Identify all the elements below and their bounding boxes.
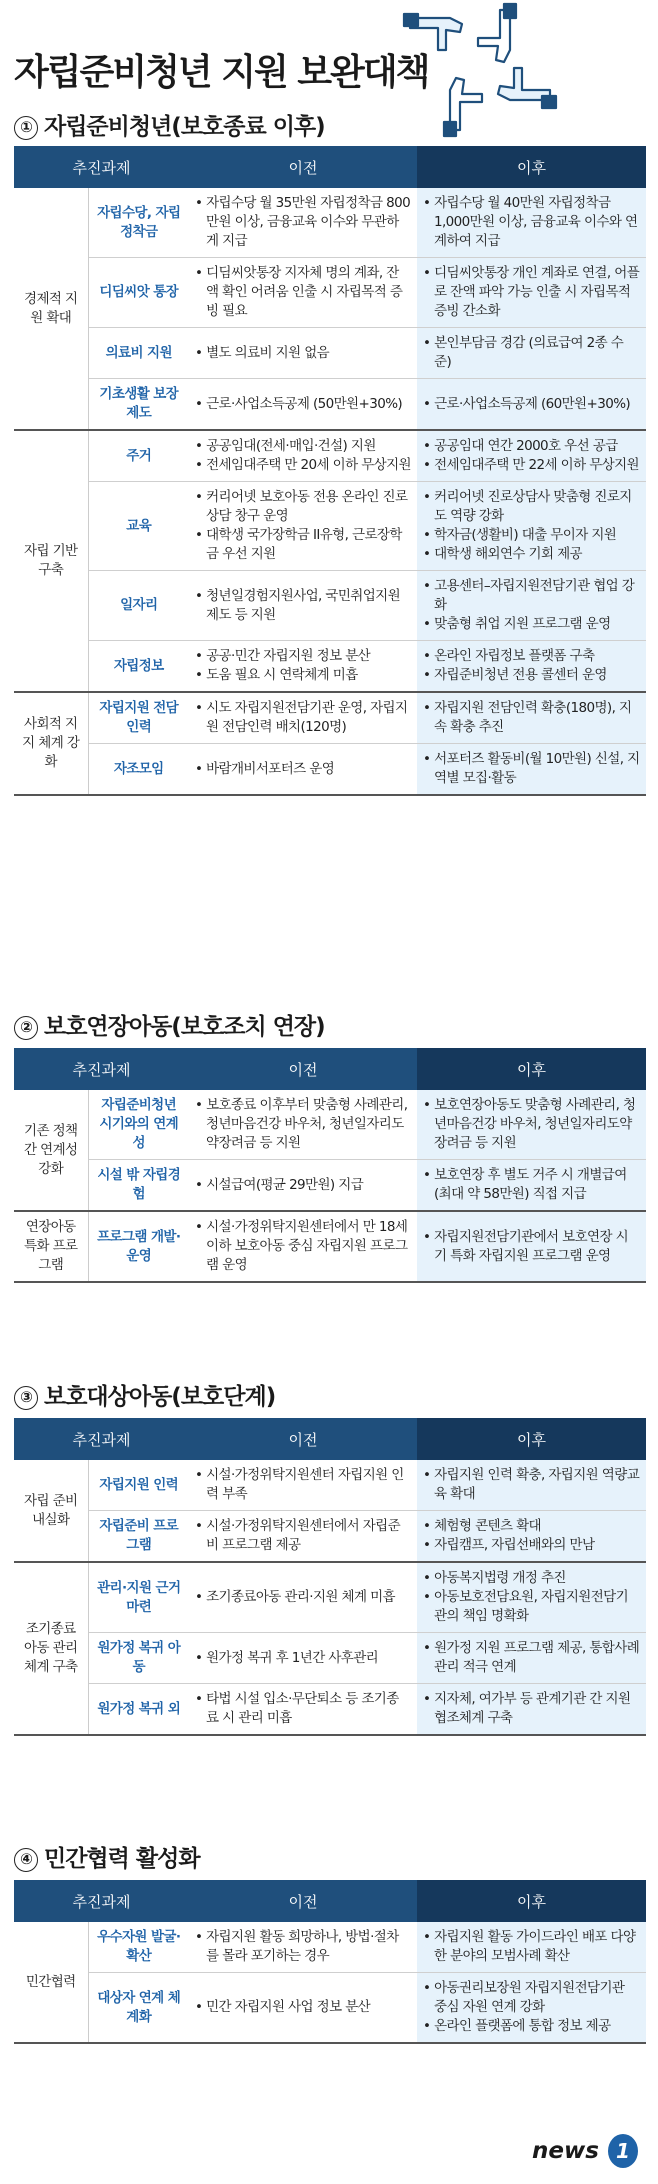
- category-label: 경제적 지원 확대: [14, 188, 88, 430]
- task-label: 관리·지원 근거 마련: [88, 1562, 189, 1633]
- table-row: [14, 1160, 646, 1212]
- bullet-text: • 공공·민간 자립지원 정보 분산: [195, 647, 411, 666]
- bullet-text: • 바람개비서포터즈 운영: [195, 760, 411, 779]
- bullet-text: • 자립지원 전담인력 확충(180명), 지속 확충 추진: [423, 699, 640, 737]
- task-label: 자립준비 프로그램: [88, 1511, 189, 1563]
- after-cell: [417, 258, 646, 328]
- header-task: 추진과제: [14, 146, 189, 188]
- after-cell: [417, 379, 646, 431]
- table-row: [14, 258, 646, 328]
- hands-circle-icon: [390, 0, 570, 140]
- after-cell: [417, 328, 646, 379]
- bullet-text: • 아동권리보장원 자립지원전담기관 중심 자원 연계 강화: [423, 1979, 640, 2017]
- section-title: ① 자립준비청년(보호종료 이후): [14, 108, 325, 141]
- section-title: ② 보호연장아동(보호조치 연장): [14, 1008, 325, 1041]
- after-cell: [417, 1511, 646, 1563]
- page-title: 자립준비청년 지원 보완대책: [14, 52, 429, 93]
- bullet-text: • 시설·가정위탁지원센터에서 자립준비 프로그램 제공: [195, 1517, 411, 1555]
- task-label: 원가정 복귀 외: [88, 1684, 189, 1736]
- bullet-text: • 고용센터–자립지원전담기관 협업 강화: [423, 577, 640, 615]
- bullet-text: • 근로·사업소득공제 (50만원+30%): [195, 395, 411, 414]
- before-cell: [189, 1160, 417, 1212]
- header-before: 이전: [189, 1048, 417, 1090]
- table-row: [14, 430, 646, 482]
- task-label: 자립지원 전담인력: [88, 692, 189, 744]
- after-cell: [417, 188, 646, 258]
- header-after: 이후: [417, 1048, 646, 1090]
- table-row: [14, 328, 646, 379]
- table-row: [14, 1511, 646, 1563]
- bullet-text: • 보호종료 이후부터 맞춤형 사례관리, 청년마음건강 바우처, 청년일자리도약장려금 등 지원: [195, 1096, 411, 1153]
- after-cell: [417, 744, 646, 796]
- bullet-text: • 자립지원 인력 확충, 자립지원 역량교육 확대: [423, 1466, 640, 1504]
- table-row: [14, 188, 646, 258]
- header-before: 이전: [189, 146, 417, 188]
- task-label: 자립수당, 자립정착금: [88, 188, 189, 258]
- before-cell: [189, 571, 417, 641]
- category-label: 자립 준비 내실화: [14, 1460, 88, 1562]
- before-cell: [189, 482, 417, 571]
- section-table: [14, 1880, 646, 2044]
- bullet-text: • 타법 시설 입소·무단퇴소 등 조기종료 시 관리 미흡: [195, 1690, 411, 1728]
- after-cell: [417, 641, 646, 693]
- bullet-text: • 자립준비청년 전용 콜센터 운영: [423, 666, 640, 685]
- bullet-text: • 자립캠프, 자립선배와의 만남: [423, 1536, 640, 1555]
- table-row: [14, 1211, 646, 1282]
- category-label: 민간협력: [14, 1922, 88, 2043]
- category-label: 기존 정책간 연계성 강화: [14, 1090, 88, 1211]
- task-label: 자립지원 인력: [88, 1460, 189, 1511]
- bullet-text: • 근로·사업소득공제 (60만원+30%): [423, 395, 640, 414]
- bullet-text: • 보호연장아동도 맞춤형 사례관리, 청년마음건강 바우처, 청년일자리도약장려금 등 지원: [423, 1096, 640, 1153]
- task-label: 시설 밖 자립경험: [88, 1160, 189, 1212]
- bullet-text: • 민간 자립지원 사업 정보 분산: [195, 1998, 411, 2017]
- task-label: 기초생활 보장제도: [88, 379, 189, 431]
- table-header-row: [14, 1048, 646, 1090]
- after-cell: [417, 1460, 646, 1511]
- task-label: 자조모임: [88, 744, 189, 796]
- bullet-text: • 시설·가정위탁지원센터 자립지원 인력 부족: [195, 1466, 411, 1504]
- bullet-text: • 자립지원 활동 가이드라인 배포 다양한 분야의 모범사례 확산: [423, 1928, 640, 1966]
- task-label: 대상자 연계 체계화: [88, 1973, 189, 2044]
- header-before: 이전: [189, 1418, 417, 1460]
- table-row: [14, 1633, 646, 1684]
- bullet-text: • 별도 의료비 지원 없음: [195, 344, 411, 363]
- bullet-text: • 맞춤형 취업 지원 프로그램 운영: [423, 615, 640, 634]
- bullet-text: • 커리어넷 진로상담사 맞춤형 진로지도 역량 강화: [423, 488, 640, 526]
- bullet-text: • 아동복지법령 개정 추진: [423, 1569, 640, 1588]
- section-title: ④ 민간협력 활성화: [14, 1840, 200, 1873]
- before-cell: [189, 1511, 417, 1563]
- bullet-text: • 디딤씨앗통장 개인 계좌로 연결, 어플로 잔액 파악 가능 인출 시 자립목적 증빙 간소화: [423, 264, 640, 321]
- task-label: 프로그램 개발·운영: [88, 1211, 189, 1282]
- after-cell: [417, 1562, 646, 1633]
- after-cell: [417, 692, 646, 744]
- after-cell: [417, 430, 646, 482]
- table-row: [14, 692, 646, 744]
- bullet-text: • 전세임대주택 만 20세 이하 무상지원: [195, 456, 411, 475]
- after-cell: [417, 1090, 646, 1160]
- after-cell: [417, 1973, 646, 2044]
- category-label: 연장아동 특화 프로그램: [14, 1211, 88, 1282]
- before-cell: [189, 328, 417, 379]
- header-task: 추진과제: [14, 1048, 189, 1090]
- after-cell: [417, 482, 646, 571]
- table-row: [14, 1684, 646, 1736]
- task-label: 의료비 지원: [88, 328, 189, 379]
- task-label: 주거: [88, 430, 189, 482]
- after-cell: [417, 1633, 646, 1684]
- task-label: 우수자원 발굴·확산: [88, 1922, 189, 1973]
- bullet-text: • 전세임대주택 만 22세 이하 무상지원: [423, 456, 640, 475]
- bullet-text: • 온라인 자립정보 플랫폼 구축: [423, 647, 640, 666]
- bullet-text: • 대학생 국가장학금 II유형, 근로장학금 우선 지원: [195, 526, 411, 564]
- table-row: [14, 641, 646, 693]
- bullet-text: • 시설급여(평균 29만원) 지급: [195, 1176, 411, 1195]
- bullet-text: • 청년일경험지원사업, 국민취업지원제도 등 지원: [195, 587, 411, 625]
- task-label: 원가정 복귀 아동: [88, 1633, 189, 1684]
- bullet-text: • 커리어넷 보호아동 전용 온라인 진로상담 창구 운영: [195, 488, 411, 526]
- bullet-text: • 체험형 콘텐츠 확대: [423, 1517, 640, 1536]
- bullet-text: • 도움 필요 시 연락체계 미흡: [195, 666, 411, 685]
- table-row: [14, 1090, 646, 1160]
- bullet-text: • 보호연장 후 별도 거주 시 개별급여(최대 약 58만원) 직접 지급: [423, 1166, 640, 1204]
- before-cell: [189, 379, 417, 431]
- bullet-text: • 시도 자립지원전담기관 운영, 자립지원 전담인력 배치(120명): [195, 699, 411, 737]
- table-header-row: [14, 1880, 646, 1922]
- header-after: 이후: [417, 146, 646, 188]
- before-cell: [189, 692, 417, 744]
- header-task: 추진과제: [14, 1418, 189, 1460]
- before-cell: [189, 641, 417, 693]
- header-after: 이후: [417, 1880, 646, 1922]
- table-row: [14, 1973, 646, 2044]
- task-label: 자립준비청년 시기와의 연계성: [88, 1090, 189, 1160]
- before-cell: [189, 430, 417, 482]
- bullet-text: • 자립지원 활동 희망하나, 방법·절차를 몰라 포기하는 경우: [195, 1928, 411, 1966]
- bullet-text: • 학자금(생활비) 대출 무이자 지원: [423, 526, 640, 545]
- before-cell: [189, 258, 417, 328]
- task-label: 디딤씨앗 통장: [88, 258, 189, 328]
- task-label: 자립정보: [88, 641, 189, 693]
- before-cell: [189, 1460, 417, 1511]
- bullet-text: • 원가정 지원 프로그램 제공, 통합사례관리 적극 연계: [423, 1639, 640, 1677]
- bullet-text: • 조기종료아동 관리·지원 체계 미흡: [195, 1588, 411, 1607]
- news1-logo: news 1: [532, 2138, 642, 2168]
- before-cell: [189, 744, 417, 796]
- header-task: 추진과제: [14, 1880, 189, 1922]
- after-cell: [417, 1160, 646, 1212]
- bullet-text: • 자립지원전담기관에서 보호연장 시기 특화 자립지원 프로그램 운영: [423, 1228, 640, 1266]
- category-label: 사회적 지지 체계 강화: [14, 692, 88, 795]
- category-label: 자립 기반 구축: [14, 430, 88, 692]
- bullet-text: • 서포터즈 활동비(월 10만원) 신설, 지역별 모집·활동: [423, 750, 640, 788]
- bullet-text: • 대학생 해외연수 기회 제공: [423, 545, 640, 564]
- bullet-text: • 자립수당 월 35만원 자립정착금 800만원 이상, 금융교육 이수와 무관하게 지급: [195, 194, 411, 251]
- bullet-text: • 자립수당 월 40만원 자립정착금 1,000만원 이상, 금융교육 이수와 연계하여 지급: [423, 194, 640, 251]
- before-cell: [189, 1211, 417, 1282]
- table-header-row: [14, 146, 646, 188]
- bullet-text: • 공공임대 연간 2000호 우선 공급: [423, 437, 640, 456]
- before-cell: [189, 1684, 417, 1736]
- before-cell: [189, 188, 417, 258]
- table-row: [14, 482, 646, 571]
- after-cell: [417, 1922, 646, 1973]
- bullet-text: • 시설·가정위탁지원센터에서 만 18세 이하 보호아동 중심 자립지원 프로그램 운영: [195, 1218, 411, 1275]
- table-header-row: [14, 1418, 646, 1460]
- section-title: ③ 보호대상아동(보호단계): [14, 1378, 275, 1411]
- bullet-text: • 지자체, 여가부 등 관계기관 간 지원 협조체계 구축: [423, 1690, 640, 1728]
- bullet-text: • 원가정 복귀 후 1년간 사후관리: [195, 1649, 411, 1668]
- after-cell: [417, 571, 646, 641]
- table-row: [14, 379, 646, 431]
- table-row: [14, 1562, 646, 1633]
- before-cell: [189, 1973, 417, 2044]
- table-row: [14, 1922, 646, 1973]
- before-cell: [189, 1090, 417, 1160]
- table-row: [14, 744, 646, 796]
- task-label: 일자리: [88, 571, 189, 641]
- section-table: [14, 146, 646, 796]
- task-label: 교육: [88, 482, 189, 571]
- section-table: [14, 1418, 646, 1736]
- bullet-text: • 온라인 플랫폼에 통합 정보 제공: [423, 2017, 640, 2036]
- bullet-text: • 공공임대(전세·매입·건설) 지원: [195, 437, 411, 456]
- before-cell: [189, 1562, 417, 1633]
- bullet-text: • 디딤씨앗통장 지자체 명의 계좌, 잔액 확인 어려움 인출 시 자립목적 증빙 필요: [195, 264, 411, 321]
- section-table: [14, 1048, 646, 1283]
- table-row: [14, 571, 646, 641]
- after-cell: [417, 1211, 646, 1282]
- before-cell: [189, 1922, 417, 1973]
- header-before: 이전: [189, 1880, 417, 1922]
- table-row: [14, 1460, 646, 1511]
- bullet-text: • 본인부담금 경감 (의료급여 2종 수준): [423, 334, 640, 372]
- bullet-text: • 아동보호전담요원, 자립지원전담기관의 책임 명확화: [423, 1588, 640, 1626]
- before-cell: [189, 1633, 417, 1684]
- category-label: 조기종료 아동 관리체계 구축: [14, 1562, 88, 1735]
- header-after: 이후: [417, 1418, 646, 1460]
- after-cell: [417, 1684, 646, 1736]
